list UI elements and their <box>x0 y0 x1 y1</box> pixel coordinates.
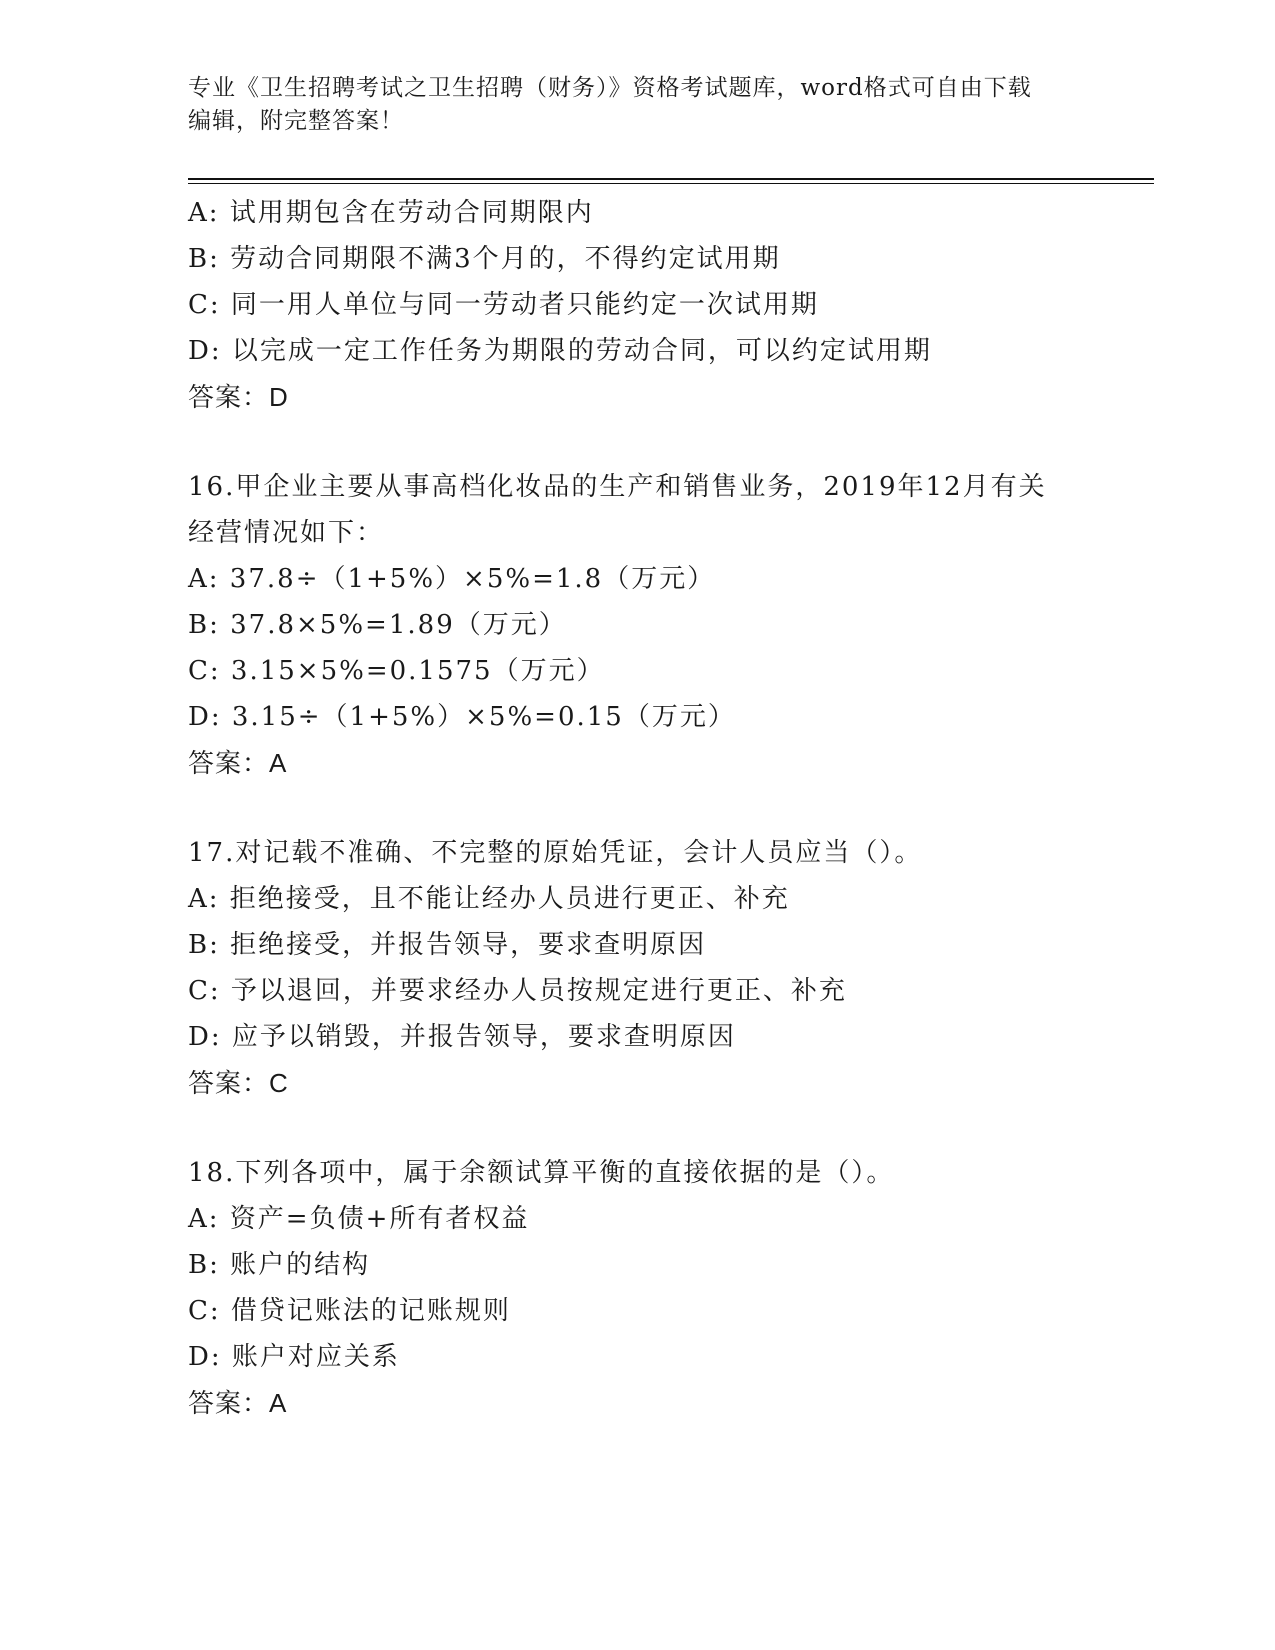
option-b: B: 账户的结构 <box>188 1250 371 1280</box>
option-d: D: 以完成一定工作任务为期限的劳动合同，可以约定试用期 <box>188 336 932 366</box>
spacer <box>188 786 1148 830</box>
header-rule-thick <box>188 178 1154 180</box>
question-17 <box>188 830 1148 1106</box>
option-d: D: 账户对应关系 <box>188 1342 400 1372</box>
answer: 答案：A <box>188 748 288 778</box>
option-c: C: 借贷记账法的记账规则 <box>188 1296 511 1326</box>
question-15 <box>188 190 1148 420</box>
option-a: A: 资产=负债+所有者权益 <box>188 1204 530 1234</box>
option-c: C: 同一用人单位与同一劳动者只能约定一次试用期 <box>188 290 819 320</box>
question-text-line-2: 经营情况如下： <box>188 518 385 548</box>
spacer <box>188 1106 1148 1150</box>
question-text-line-1: 16.甲企业主要从事高档化妆品的生产和销售业务，2019年12月有关 <box>188 472 1047 502</box>
header-rule-thin <box>188 183 1154 184</box>
header-line-1: 专业《卫生招聘考试之卫生招聘（财务）》资格考试题库，word格式可自由下载 <box>188 75 1032 101</box>
option-d: D: 应予以销毁，并报告领导，要求查明原因 <box>188 1022 736 1052</box>
header-line-2: 编辑，附完整答案！ <box>188 108 404 134</box>
option-b: B: 37.8×5%=1.89（万元） <box>188 610 567 640</box>
option-c: C: 予以退回，并要求经办人员按规定进行更正、补充 <box>188 976 847 1006</box>
answer: 答案：C <box>188 1068 289 1098</box>
option-a: A: 37.8÷（1+5%）×5%=1.8（万元） <box>188 564 716 594</box>
option-a: A: 试用期包含在劳动合同期限内 <box>188 198 594 228</box>
option-b: B: 劳动合同期限不满3个月的，不得约定试用期 <box>188 244 781 274</box>
option-c: C: 3.15×5%=0.1575（万元） <box>188 656 605 686</box>
question-text: 17.对记载不准确、不完整的原始凭证，会计人员应当（）。 <box>188 838 923 868</box>
answer: 答案：D <box>188 382 289 412</box>
spacer <box>188 420 1148 464</box>
page-header <box>188 72 1088 138</box>
question-18 <box>188 1150 1148 1426</box>
option-d: D: 3.15÷（1+5%）×5%=0.15（万元） <box>188 702 736 732</box>
question-text: 18.下列各项中，属于余额试算平衡的直接依据的是（）。 <box>188 1158 895 1188</box>
option-b: B: 拒绝接受，并报告领导，要求查明原因 <box>188 930 707 960</box>
answer: 答案：A <box>188 1388 288 1418</box>
question-list <box>188 190 1148 1426</box>
question-16 <box>188 464 1148 786</box>
option-a: A: 拒绝接受，且不能让经办人员进行更正、补充 <box>188 884 790 914</box>
